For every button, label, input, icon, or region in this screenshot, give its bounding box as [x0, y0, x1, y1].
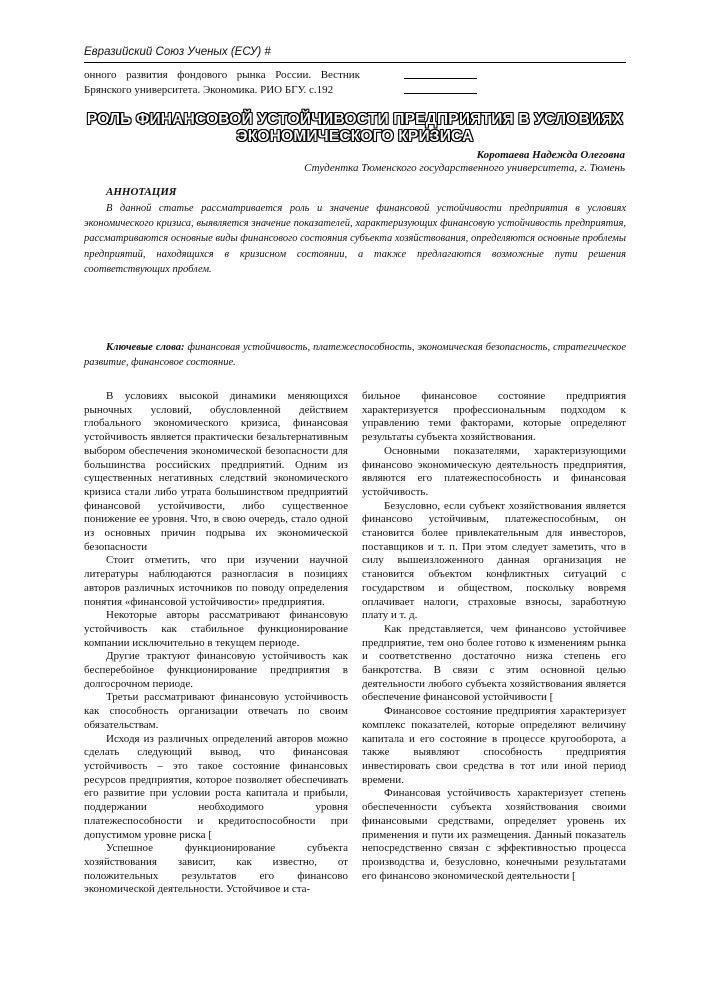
journal-header: Евразийский Союз Ученых (ЕСУ) #: [84, 46, 271, 58]
article-title-line-1: РОЛЬ ФИНАНСОВОЙ УСТОЙЧИВОСТИ ПРЕДПРИЯТИЯ В УСЛОВИЯХ: [86, 111, 624, 128]
keywords-text: финансовая устойчивость, платежеспособность, экономическая безопасность, стратегическое развитие, финансовое состояние.: [84, 342, 627, 369]
paragraph: Как представляется, чем финансово устойчивее предприятие, тем оно более готово к изменениям рынка и соответственно достаточно низка степень его банкротства. В связи с этим основной целью деятельности любого субъекта хозяйствования является обеспечение финансовой устойчивости [: [362, 622, 626, 704]
author-name: Коротаева Надежда Олеговна: [476, 149, 625, 161]
annotation-heading: АННОТАЦИЯ: [106, 186, 177, 198]
blank-line-1: [404, 78, 477, 79]
blank-line-2: [404, 93, 477, 94]
paragraph: Основными показателями, характеризующими финансово экономическую деятельность предприятия, являются его платежеспособность и финансовая устойчивость.: [362, 444, 626, 498]
reference-fragment: онного развития фондового рынка России. Вестник Брянского университета. Экономика. РИО БГУ. с.192: [84, 69, 360, 96]
keywords-label: Ключевые слова:: [106, 342, 185, 353]
header-rule: [84, 62, 626, 63]
author-affiliation: Студентка Тюменского государственного университета, г. Тюмень: [304, 162, 625, 174]
keywords: [84, 340, 626, 370]
paragraph: Финансовая устойчивость характеризует степень обеспеченности субъекта хозяйствования своими финансовыми средствами, определяет уровень их применения и пути их размещения. Данный показатель непосредственно связан с эффективностью процесса производства и, безусловно, конечными результатами его финансово экономической деятельности [: [362, 787, 626, 882]
paragraph: Третьи рассматривают финансовую устойчивость как способность организации отвечать по своим обязательствам.: [84, 691, 348, 731]
paragraph: Некоторые авторы рассматривают финансовую устойчивость как стабильное функционирование компании исключительно в текущем периоде.: [84, 609, 348, 649]
paragraph: Безусловно, если субъект хозяйствования является финансово устойчивым, платежеспособным, он становится более привлекательным для инвесторов, поставщиков и т. п. При этом следует заметить, что в силу вышеизложенного данная организация не становится объектом конфликтных ситуаций с государством и обществом, поскольку вовремя оплачивает налоги, страховые взносы, заработную плату и т. д.: [362, 499, 626, 622]
article-title: [84, 111, 626, 145]
paragraph: Стоит отметить, что при изучении научной литературы наблюдаются разногласия в позициях авторов различных источников по поводу определения понятия «финансовой устойчивости» предприятия.: [84, 554, 348, 608]
article-title-line-2: ЭКОНОМИЧЕСКОГО КРИЗИСА: [236, 128, 474, 145]
previous-article-continuation: [84, 68, 360, 98]
body-column-left: [84, 390, 348, 897]
paragraph: Успешное функционирование субъекта хозяйствования зависит, как известно, от положительных результатов его финансово экономической деятельности. Устойчивое и ста-: [84, 842, 348, 896]
paragraph: Исходя из различных определений авторов можно сделать следующий вывод, что финансовая устойчивость – это такое состояние финансовых ресурсов предприятия, которое позволяет обеспечивать его развитие при условии роста капитала и прибыли, поддержании необходимого уровня платежеспособности и кредитоспособности при допустимом уровне риска [: [84, 732, 348, 841]
paragraph: бильное финансовое состояние предприятия характеризуется профессиональным подходом к управлению теми факторами, которые определяют результаты субъекта хозяйствования.: [362, 390, 626, 444]
paragraph: Другие трактуют финансовую устойчивость как бесперебойное функционирование предприятия в долгосрочном периоде.: [84, 650, 348, 690]
annotation-text: В данной статье рассматривается роль и значение финансовой устойчивости предприятия в условиях экономического кризиса, выявляется значение показателей, характеризующих финансовую устойчивость предприятия, рассматриваются основные виды финансового состояния субъекта хозяйствования, определяются основные проблемы предприятий, находящихся в кризисном состоянии, а также предлагаются возможные пути решения соответствующих проблем.: [84, 203, 626, 275]
paragraph: Финансовое состояние предприятия характеризует комплекс показателей, которые определяют величину капитала и его состояние в процессе кругооборота, а также выявляют способность предприятия инвестировать свои средства в тот или иной период времени.: [362, 705, 626, 786]
body-column-right: [362, 390, 626, 883]
paragraph: В условиях высокой динамики меняющихся рыночных условий, обусловленной действием глобального экономического кризиса, финансовая устойчивость является практически безальтернативным выбором обеспечения экономической безопасности для большинства российских предприятий. Одним из существенных негативных следствий экономического кризиса стали либо утрата большинством предприятий финансовой устойчивости, либо существенное понижение ее уровня. Что, в свою очередь, стало одной из основных причин подрыва их экономической безопасности: [84, 390, 348, 553]
